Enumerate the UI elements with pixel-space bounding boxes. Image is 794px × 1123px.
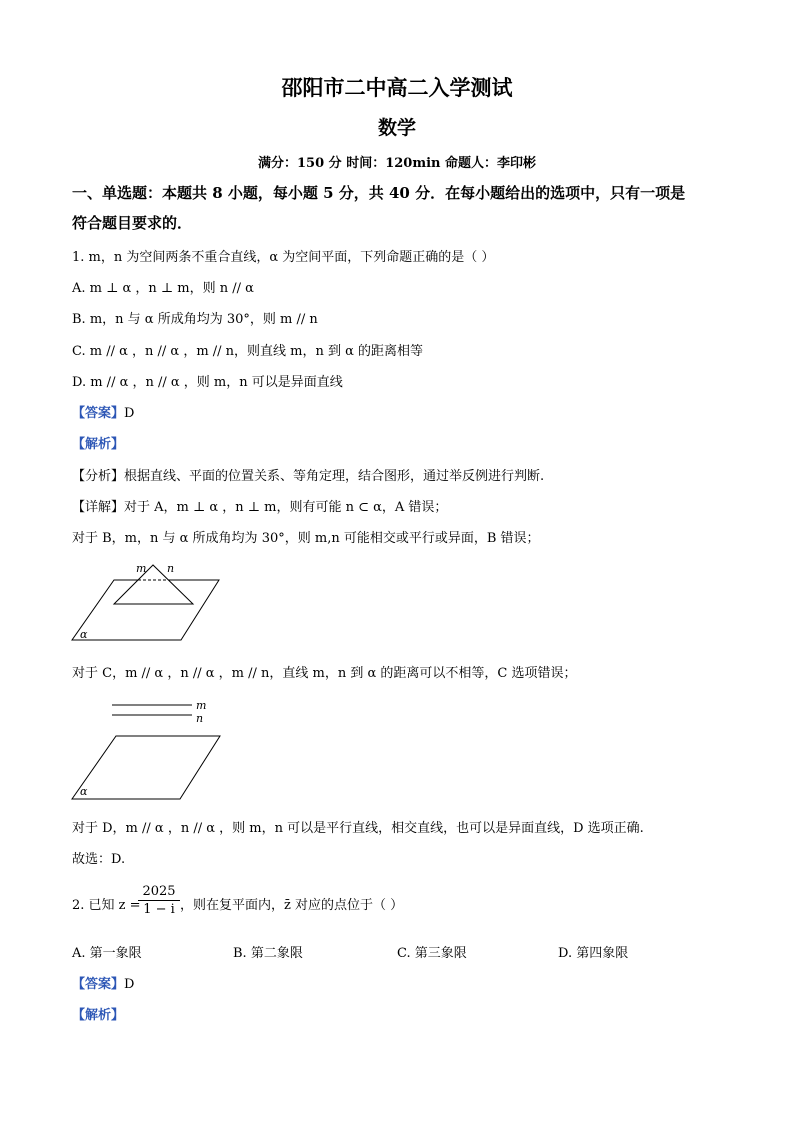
- q2-answer-row: [72, 973, 134, 992]
- q1-analysis-row: [72, 433, 124, 452]
- q1-fenxi-row: [72, 465, 544, 484]
- q1-conclusion: 故选：D.: [72, 852, 126, 867]
- fenxi-text: 根据直线、平面的位置关系、等角定理，结合图形，通过举反例进行判断.: [124, 469, 545, 484]
- answer-tag: 【答案】: [72, 977, 125, 992]
- q2-fraction: [138, 884, 180, 917]
- label-m: m: [196, 699, 207, 712]
- fraction-numerator: 2025: [138, 884, 180, 901]
- figure-parallel-lines-plane: [66, 693, 226, 803]
- fraction-denominator: 1 − i: [143, 902, 175, 917]
- section-heading-line2: 符合题目要求的．: [72, 214, 193, 232]
- label-n: n: [196, 712, 204, 725]
- label-m: m: [136, 562, 147, 575]
- label-alpha: α: [80, 628, 88, 641]
- section-heading-line1: 一、单选题：本题共 8 小题，每小题 5 分，共 40 分．在每小题给出的选项中，只有一项是: [72, 184, 686, 202]
- q2-option-c: C. 第三象限: [397, 946, 467, 961]
- q1-option-b: B. m，n 与 α 所成角均为 30°，则 m // n: [72, 312, 318, 327]
- q2-stem-suffix: ，则在复平面内，z̄ 对应的点位于（ ）: [180, 898, 404, 913]
- page-title: 邵阳市二中高二入学测试: [281, 75, 513, 100]
- q2-analysis-row: [72, 1004, 124, 1023]
- q1-xiangjie-c: 对于 C，m // α ，n // α ，m // n，直线 m，n 到 α 的距离可以不相等，C 选项错误；: [72, 666, 577, 681]
- fenxi-tag: 【分析】: [72, 469, 125, 484]
- analysis-tag: 【解析】: [72, 437, 125, 452]
- q1-option-d: D. m // α ，n // α ，则 m，n 可以是异面直线: [72, 375, 343, 390]
- q2-option-d: D. 第四象限: [558, 946, 629, 961]
- q1-xiangjie-d: 对于 D，m // α ，n // α ，则 m，n 可以是平行直线，相交直线，也可以是异面直线，D 选项正确.: [72, 821, 644, 836]
- q1-option-a: A. m ⊥ α ，n ⊥ m，则 n // α: [72, 281, 254, 296]
- answer-value: D: [124, 977, 135, 992]
- q1-option-c: C. m // α ，n // α ，m // n，则直线 m，n 到 α 的距离相等: [72, 344, 424, 359]
- xiangjie-a-text: 对于 A，m ⊥ α ，n ⊥ m，则有可能 n ⊂ α，A 错误；: [124, 500, 448, 515]
- q2-stem-prefix: 2. 已知 z =: [72, 898, 141, 913]
- analysis-tag: 【解析】: [72, 1008, 125, 1023]
- q2-option-a: A. 第一象限: [72, 946, 142, 961]
- q1-stem: 1. m，n 为空间两条不重合直线，α 为空间平面，下列命题正确的是（ ）: [72, 250, 495, 265]
- figure-plane-triangle: [66, 555, 226, 647]
- q2-option-b: B. 第二象限: [233, 946, 303, 961]
- q1-answer-row: [72, 402, 134, 421]
- label-alpha: α: [80, 785, 88, 798]
- xiangjie-tag: 【详解】: [72, 500, 125, 515]
- plane-alpha: [72, 736, 220, 799]
- subject-title: 数学: [377, 117, 416, 139]
- answer-tag: 【答案】: [72, 406, 125, 421]
- exam-info: 满分：150 分 时间：120min 命题人：李印彬: [258, 156, 536, 171]
- answer-value: D: [124, 406, 135, 421]
- q1-xiangjie-a-row: [72, 496, 447, 515]
- label-n: n: [167, 562, 175, 575]
- q1-xiangjie-b: 对于 B，m，n 与 α 所成角均为 30°，则 m,n 可能相交或平行或异面，B 错误；: [72, 531, 540, 546]
- triangle-mn: [114, 565, 193, 604]
